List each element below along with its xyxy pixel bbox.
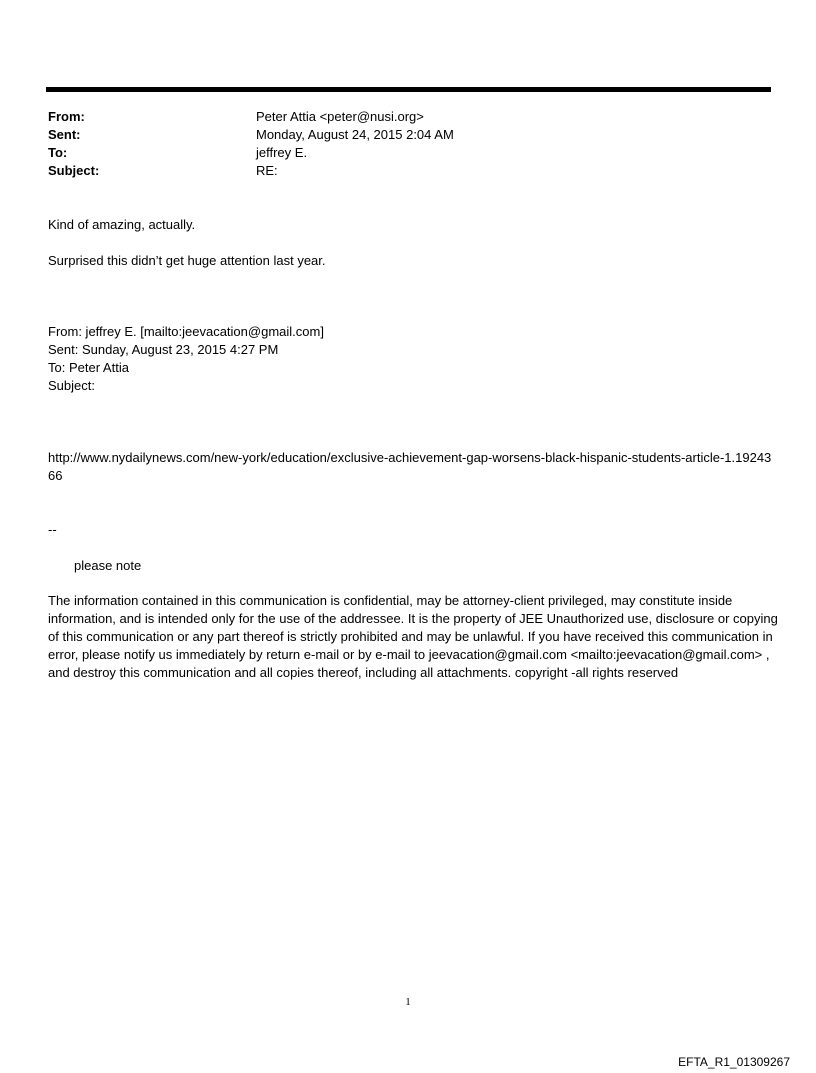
sent-label: Sent:: [48, 127, 81, 142]
body-line-1: Kind of amazing, actually.: [48, 217, 196, 232]
to-label: To:: [48, 145, 68, 160]
page-number: 1: [405, 996, 411, 1008]
quoted-sent: Sent: Sunday, August 23, 2015 4:27 PM: [48, 342, 279, 357]
body-line-2: Surprised this didn’t get huge attention last year.: [48, 253, 326, 268]
signature-separator: --: [48, 522, 57, 537]
header-rule: [46, 87, 771, 92]
subject-value: RE:: [256, 163, 278, 178]
sent-value: Monday, August 24, 2015 2:04 AM: [256, 127, 454, 142]
to-value: jeffrey E.: [256, 145, 308, 160]
from-label: From:: [48, 109, 85, 124]
document-id: EFTA_R1_01309267: [678, 1055, 790, 1069]
from-value: Peter Attia <peter@nusi.org>: [256, 109, 424, 124]
confidentiality-disclaimer: The information contained in this communication is confidential, may be attorney-client privileged, may constitute inside information, and is intended only for the use of the addressee. It is the property of JEE Unauthorized use, disclosure or copying of this communication or any part thereof is strictly prohibited and may be unlawful. If you have received this communication in error, please notify us immediately by return e-mail or by e-mail to jeevacation@gmail.com <mailto:jeevacation@gmail.com> , and destroy this communication and all copies thereof, including all attachments. copyright -all rights reserved: [48, 593, 778, 680]
quoted-subject: Subject:: [48, 378, 95, 393]
article-link[interactable]: http://www.nydailynews.com/new-york/education/exclusive-achievement-gap-worsens-black-hispanic-students-article-1.1924366: [48, 450, 772, 483]
subject-label: Subject:: [48, 163, 100, 178]
quoted-to: To: Peter Attia: [48, 360, 129, 375]
please-note: please note: [74, 558, 142, 573]
quoted-from: From: jeffrey E. [mailto:jeevacation@gmail.com]: [48, 324, 324, 339]
